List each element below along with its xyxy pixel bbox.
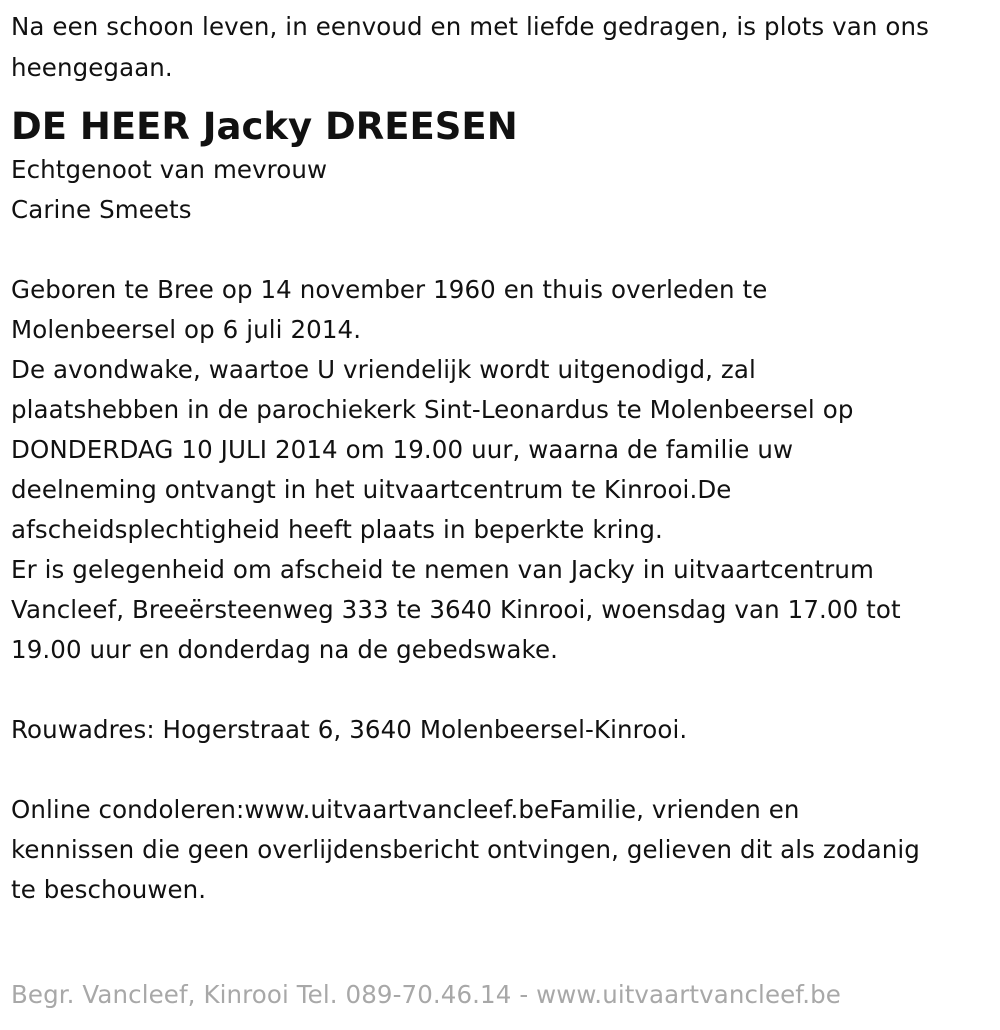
details-line: 19.00 uur en donderdag na de gebedswake. [11, 635, 559, 664]
funeral-details [11, 270, 991, 670]
online-condolences [11, 790, 991, 910]
details-line: plaatshebben in de parochiekerk Sint-Leonardus te Molenbeersel op [11, 395, 854, 424]
intro-line: Na een schoon leven, in eenvoud en met liefde gedragen, is plots van ons [11, 12, 929, 41]
details-line: De avondwake, waartoe U vriendelijk wordt uitgenodigd, zal [11, 355, 756, 384]
spouse-info [11, 150, 991, 230]
death-notice [11, 6, 991, 910]
online-line: kennissen die geen overlijdensbericht ontvingen, gelieven dit als zodanig [11, 835, 920, 864]
details-line: DONDERDAG 10 JULI 2014 om 19.00 uur, waarna de familie uw [11, 435, 794, 464]
funeral-home-footer: Begr. Vancleef, Kinrooi Tel. 089-70.46.14 - www.uitvaartvancleef.be [11, 980, 841, 1009]
details-line: Geboren te Bree op 14 november 1960 en thuis overleden te [11, 275, 768, 304]
details-line: afscheidsplechtigheid heeft plaats in beperkte kring. [11, 515, 663, 544]
deceased-name: DE HEER Jacky DREESEN [11, 105, 518, 148]
intro-text [11, 6, 991, 88]
online-line: Online condoleren:www.uitvaartvancleef.beFamilie, vrienden en [11, 795, 800, 824]
online-line: te beschouwen. [11, 875, 207, 904]
details-line: Molenbeersel op 6 juli 2014. [11, 315, 362, 344]
spouse-line: Echtgenoot van mevrouw [11, 155, 328, 184]
details-line: deelneming ontvangt in het uitvaartcentrum te Kinrooi.De [11, 475, 732, 504]
intro-line: heengegaan. [11, 53, 173, 82]
spouse-line: Carine Smeets [11, 195, 192, 224]
details-line: Er is gelegenheid om afscheid te nemen van Jacky in uitvaartcentrum [11, 555, 874, 584]
mourning-address: Rouwadres: Hogerstraat 6, 3640 Molenbeersel-Kinrooi. [11, 715, 688, 744]
details-line: Vancleef, Breeërsteenweg 333 te 3640 Kinrooi, woensdag van 17.00 tot [11, 595, 901, 624]
